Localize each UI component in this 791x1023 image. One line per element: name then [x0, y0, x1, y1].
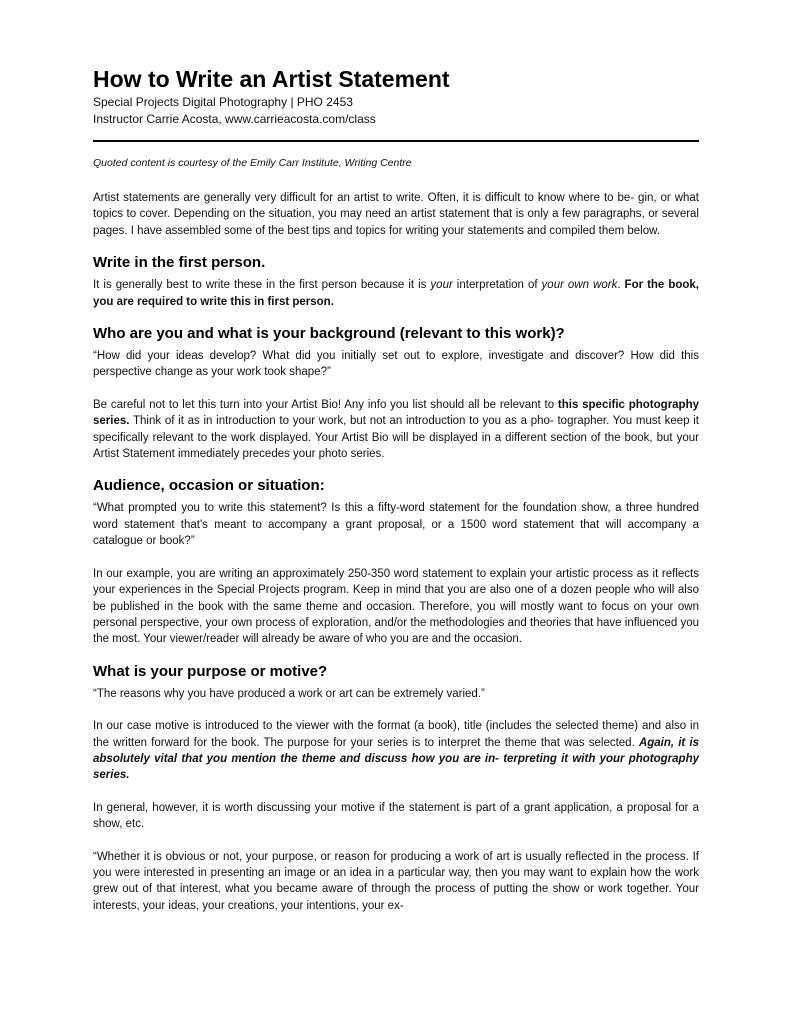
background-paragraph: Be careful not to let this turn into your Artist Bio! Any info you list should all be relevant to this specific photography series. Think of it as in introduction to your work, but not an introduction to you as a pho- tographer. You must keep it specifically relevant to the work displayed. Your Artist Bio will be displayed in a different section of the book, but your Artist Statement immediately precedes your photo series.: [93, 398, 700, 461]
section-heading-background: Who are you and what is your background (relevant to this work)?: [93, 325, 565, 343]
instructor-line: Instructor Carrie Acosta, www.carrieacosta.com/class: [93, 112, 376, 126]
section-heading-purpose: What is your purpose or motive?: [93, 662, 328, 680]
credit-note: Quoted content is courtesy of the Emily Carr Institute, Writing Centre: [93, 157, 412, 169]
background-quote: “How did your ideas develop? What did you initially set out to explore, investigate and discover? How did this perspective change as your work took shape?”: [93, 350, 699, 379]
purpose-general-paragraph: In general, however, it is worth discussing your motive if the statement is part of a grant application, a proposal for a show, etc.: [93, 801, 699, 831]
page-title: How to Write an Artist Statement: [93, 66, 450, 92]
header-divider: [93, 140, 699, 142]
intro-paragraph: Artist statements are generally very difficult for an artist to write. Often, it is difficult to know where to be- gin, or what topics to cover. Depending on the situation, you may need an artist statement that is only a few paragraphs, or several pages. I have assembled some of the best tips and topics for writing your statements and compiled them below.: [93, 192, 699, 237]
audience-quote: “What prompted you to write this statement? Is this a fifty-word statement for the foundation show, a three hundred word statement that's meant to accompany a grant proposal, or a 1500 word statement that will accompany a catalogue or book?”: [93, 502, 699, 548]
section-heading-first-person: Write in the first person.: [93, 254, 266, 272]
audience-paragraph: In our example, you are writing an approximately 250-350 word statement to explain your artistic process as it reflects your experiences in the Special Projects program. Keep in mind that you are also one of a dozen people who will also be published in the book with the same theme and occasion. Therefore, you will mostly want to focus on your own personal perspective, your own process of exploration, and/or the methodologies and theories that have influenced you the most. Your viewer/reader will already be aware of who you are and the occasion.: [93, 567, 699, 646]
purpose-paragraph: In our case motive is introduced to the viewer with the format (a book), title (includes the selected theme) and also in the written forward for the book. The purpose for your series is to interpret the theme that was selected. Again, it is absolutely vital that you mention the theme and discuss how you are in- terpreting it with your photography series.: [93, 720, 699, 782]
purpose-quote: “The reasons why you have produced a work or art can be extremely varied.”: [93, 687, 485, 700]
purpose-process-quote: “Whether it is obvious or not, your purpose, or reason for producing a work of art is usually reflected in the process. If you were interested in presenting an image or an idea in a particular way, then you may want to explain how the work grew out of that interest, what you became aware of through the process of putting the show or work together. Your interests, your ideas, your creations, your intentions, your ex-: [93, 850, 699, 912]
first-person-paragraph: It is generally best to write these in the first person because it is your interpretation of your own work. For the book, you are required to write this in first person.: [93, 279, 700, 308]
section-heading-audience: Audience, occasion or situation:: [93, 477, 325, 495]
document-page: [93, 64, 699, 914]
course-line: Special Projects Digital Photography | PHO 2453: [93, 95, 353, 109]
